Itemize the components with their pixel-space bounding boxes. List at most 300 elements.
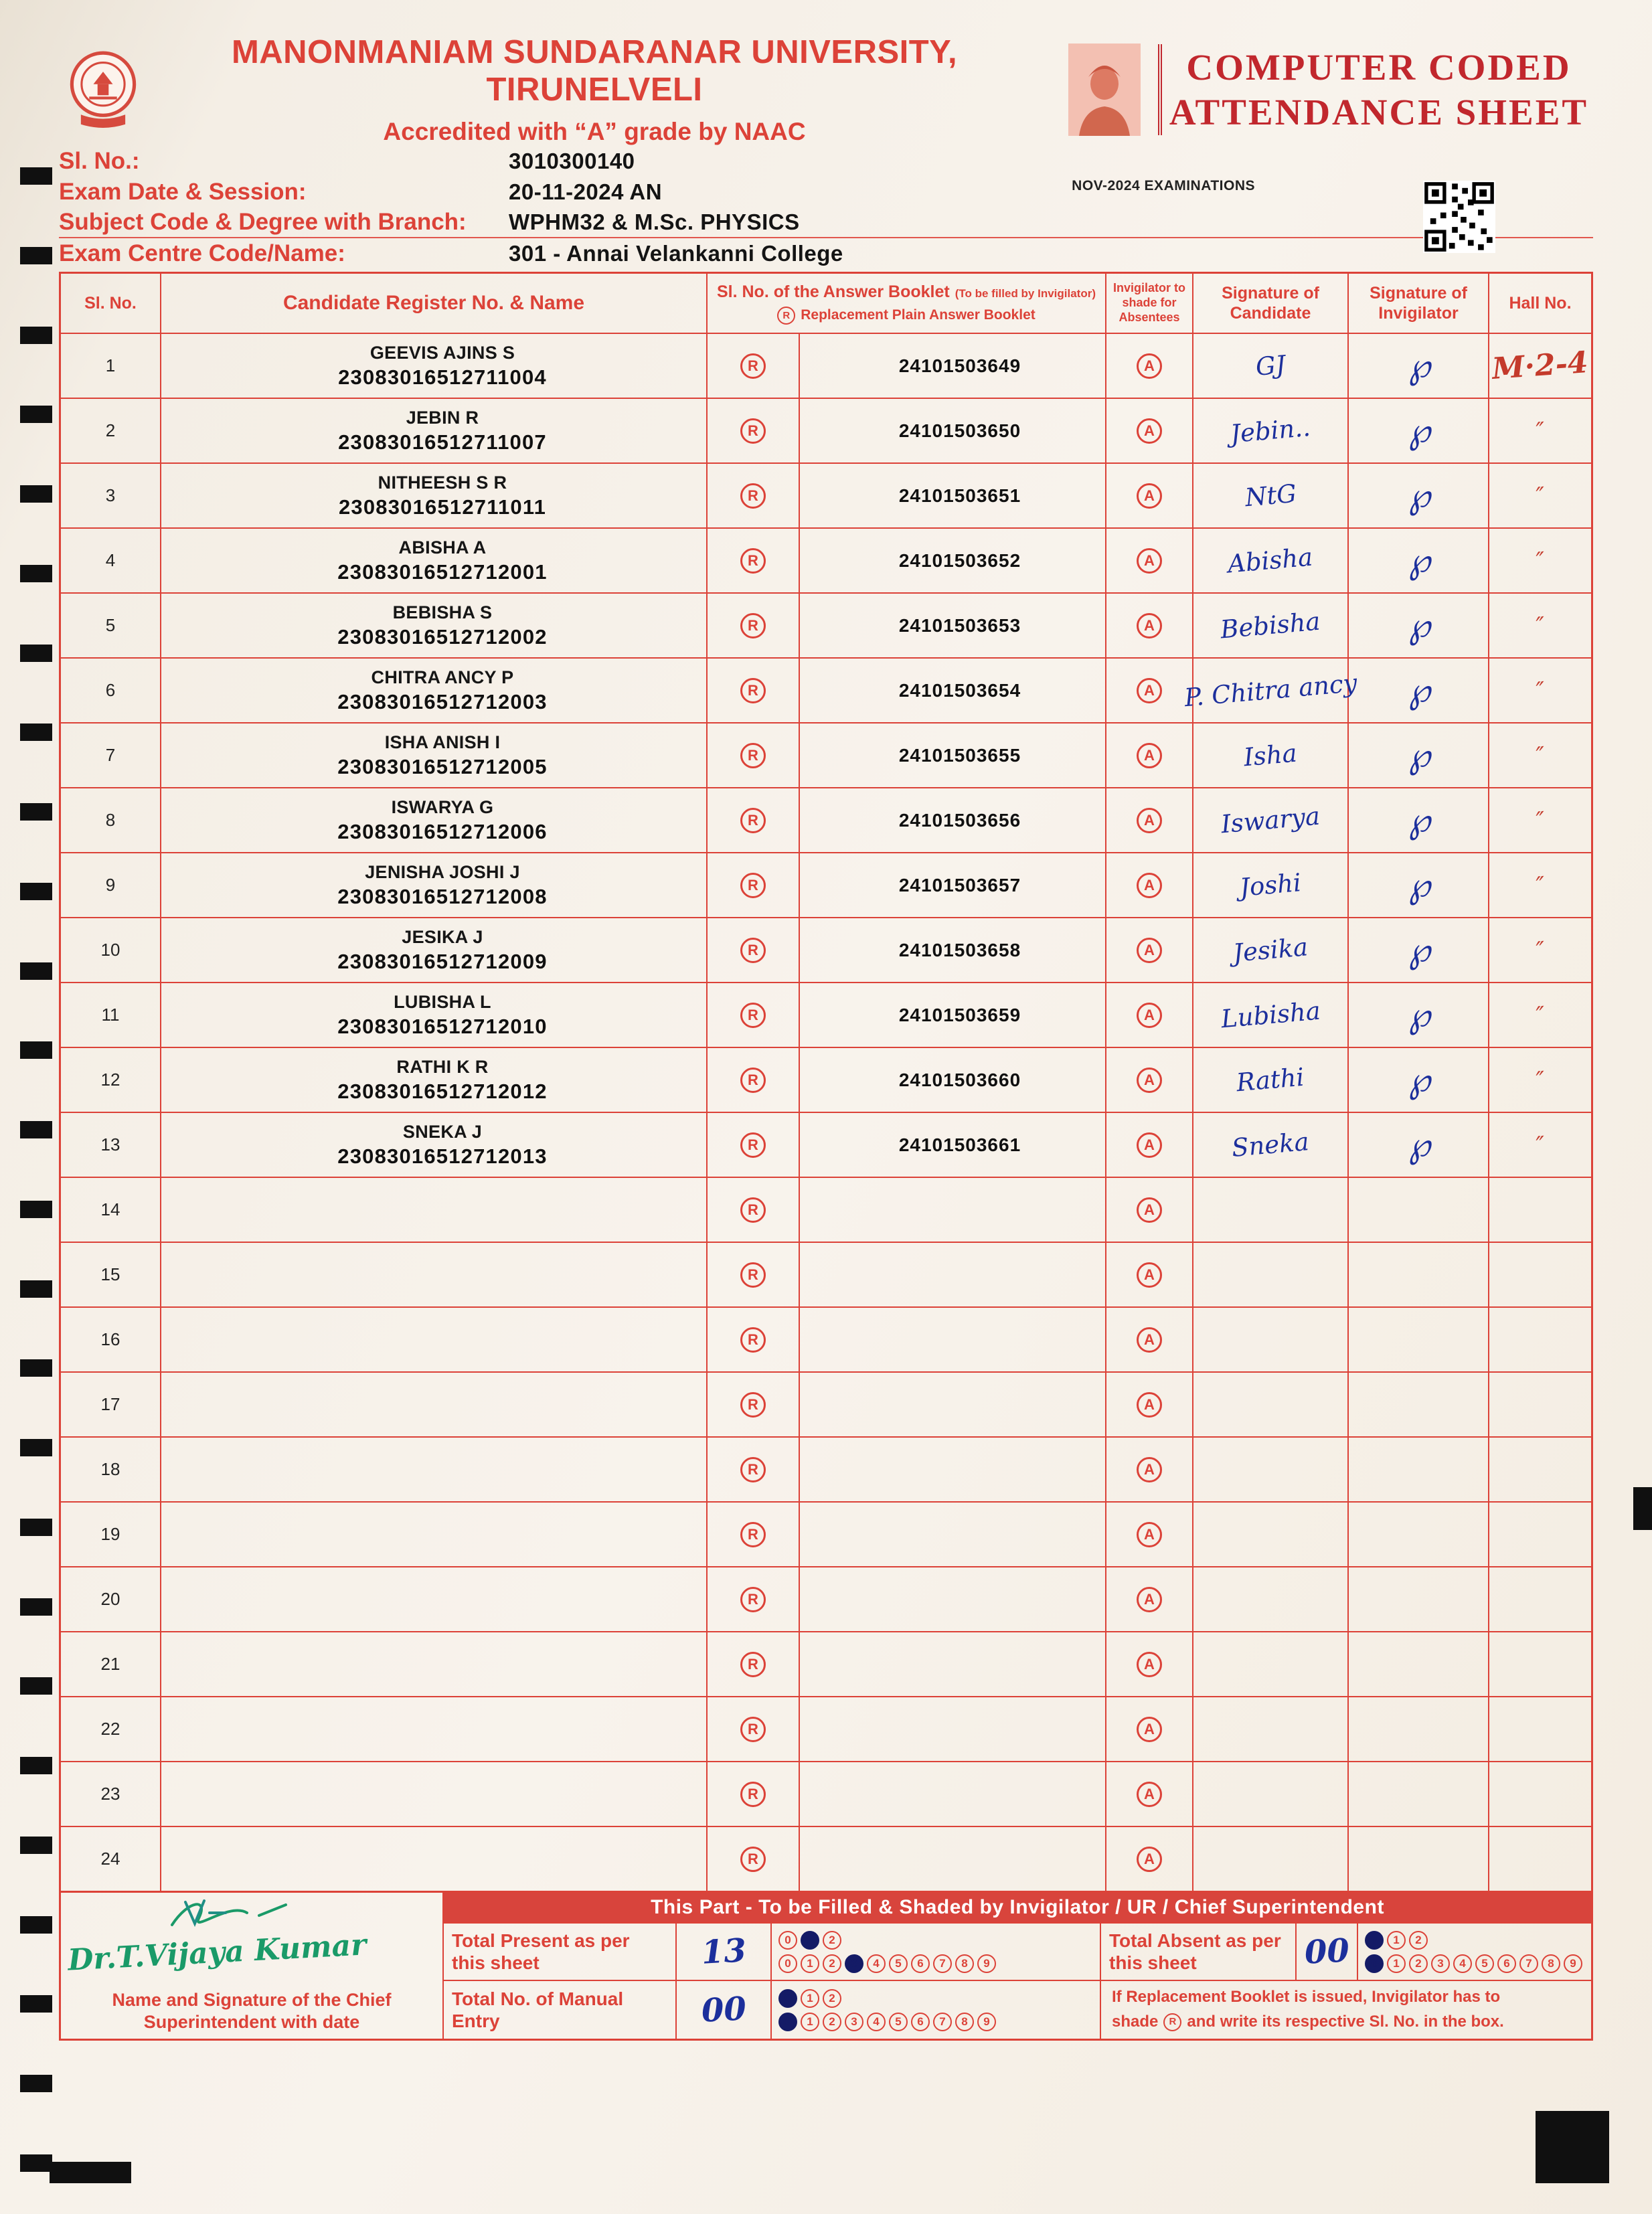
candidate-signature-text: Abisha [1226,542,1315,579]
shade-bubble-1[interactable]: 1 [1387,1931,1406,1950]
replacement-shade-cell[interactable] [708,1826,800,1891]
hall-number-text: ″ [1535,1066,1546,1094]
replacement-shade-cell[interactable] [708,1306,800,1371]
replacement-shade-cell[interactable] [708,1371,800,1436]
circled-R-icon[interactable]: R [740,353,766,379]
university-name: MANONMANIAM SUNDARANAR UNIVERSITY, TIRUNELVELI [231,34,958,108]
absent-shade-cell[interactable] [1106,1696,1193,1761]
circled-A-icon[interactable]: A [1137,1392,1162,1418]
invigilator-signature-cell[interactable] [1349,657,1489,722]
hall-number-cell[interactable] [1489,1177,1591,1242]
booklet-number-cell[interactable] [800,1242,1106,1306]
shade-bubble-8[interactable]: 8 [1542,1954,1560,1973]
circled-A-icon[interactable]: A [1137,938,1162,963]
booklet-number-cell[interactable]: 24101503654 [800,657,1106,722]
invigilator-signature-cell[interactable] [1349,1631,1489,1696]
candidate-signature-cell[interactable] [1193,462,1349,527]
booklet-number-cell[interactable]: 24101503660 [800,1047,1106,1112]
hall-number-text: ″ [1535,936,1546,964]
timing-mark [20,962,52,980]
table-row [61,1696,1591,1761]
absent-shade-cell[interactable] [1106,1306,1193,1371]
circled-R-icon[interactable]: R [740,1587,766,1612]
absent-shade-cell[interactable] [1106,1047,1193,1112]
replacement-note-pre: shade [1112,2013,1159,2031]
total-absent-box[interactable] [1297,1922,1358,1980]
invigilator-signature-cell[interactable] [1349,462,1489,527]
booklet-number-cell[interactable] [800,1371,1106,1436]
circled-R-icon[interactable]: R [740,1847,766,1872]
hall-number-cell[interactable] [1489,852,1591,917]
hall-number-text: M·2-4 [1491,345,1590,386]
absent-shade-cell[interactable] [1106,1371,1193,1436]
absent-shade-cell[interactable] [1106,982,1193,1047]
circled-R-icon[interactable]: R [740,938,766,963]
hall-number-cell[interactable] [1489,462,1591,527]
booklet-number-cell[interactable]: 24101503650 [800,398,1106,462]
circled-A-icon[interactable]: A [1137,1717,1162,1742]
candidate-signature-cell[interactable] [1193,1242,1349,1306]
hall-number-cell[interactable] [1489,1242,1591,1306]
table-row [61,527,1591,592]
candidate-signature-cell[interactable] [1193,527,1349,592]
table-row [61,982,1591,1047]
candidate-signature-cell[interactable] [1193,1501,1349,1566]
replacement-shade-cell[interactable] [708,1112,800,1177]
booklet-number-cell[interactable]: 24101503659 [800,982,1106,1047]
attendance-table [59,272,1593,1893]
candidate-cell [161,1696,708,1761]
invigilator-signature-cell[interactable] [1349,592,1489,657]
circled-R-icon[interactable]: R [740,1132,766,1158]
booklet-number-cell[interactable] [800,1306,1106,1371]
row-serial: 23 [61,1761,161,1826]
replacement-shade-cell[interactable] [708,982,800,1047]
timing-mark [20,406,52,423]
invigilator-signature-cell[interactable] [1349,1501,1489,1566]
circled-A-icon[interactable]: A [1137,418,1162,444]
row-serial: 7 [61,722,161,787]
qr-code [1423,181,1495,253]
table-row [61,1826,1591,1891]
shade-bubble-4[interactable]: 4 [867,2013,886,2031]
invigilator-signature-cell[interactable] [1349,1112,1489,1177]
shade-bubble-2[interactable]: 2 [823,1989,841,2008]
shade-bubble-9[interactable]: 9 [977,2013,996,2031]
candidate-signature-text: Isha [1242,738,1299,772]
circled-R-icon[interactable]: R [740,1068,766,1093]
candidate-signature-cell[interactable] [1193,982,1349,1047]
invigilator-signature-cell[interactable] [1349,722,1489,787]
absent-shade-cell[interactable] [1106,527,1193,592]
circled-R-icon[interactable]: R [740,1652,766,1677]
circled-R-icon[interactable]: R [740,678,766,703]
circled-R-icon[interactable]: R [740,1262,766,1288]
circled-A-icon[interactable]: A [1137,1457,1162,1482]
shade-bubble-2[interactable]: 2 [1409,1931,1428,1950]
absent-shade-cell[interactable] [1106,1826,1193,1891]
absent-shade-cell[interactable] [1106,1761,1193,1826]
timing-mark [20,1359,52,1377]
candidate-signature-cell[interactable] [1193,1371,1349,1436]
invigilator-signature-cell[interactable] [1349,1696,1489,1761]
circled-A-icon[interactable]: A [1137,1132,1162,1158]
replacement-shade-cell[interactable] [708,852,800,917]
replacement-shade-cell[interactable] [708,657,800,722]
circled-A-icon[interactable]: A [1137,1327,1162,1353]
circled-A-icon[interactable]: A [1137,808,1162,833]
timing-mark [20,1439,52,1456]
date-value: 20-11-2024 AN [509,179,663,204]
circled-A-icon[interactable]: A [1137,1197,1162,1223]
candidate-regno: 23083016512712010 [337,1014,548,1038]
candidate-signature-cell[interactable] [1193,1112,1349,1177]
shade-bubble-3[interactable]: 3 [1431,1954,1450,1973]
shade-bubble-7[interactable]: 7 [1519,1954,1538,1973]
hall-number-cell[interactable] [1489,1501,1591,1566]
shade-bubble-5[interactable]: 5 [889,1954,908,1973]
invigilator-signature-cell[interactable] [1349,917,1489,982]
booklet-number-cell[interactable]: 24101503656 [800,787,1106,852]
candidate-regno: 23083016512712002 [337,624,548,649]
shade-bubble-8[interactable]: 8 [955,1954,974,1973]
row-serial: 14 [61,1177,161,1242]
shade-bubble-6[interactable]: 6 [911,1954,930,1973]
exam-info-block [59,146,1593,269]
circled-A-icon[interactable]: A [1137,743,1162,768]
replacement-shade-cell[interactable] [708,1501,800,1566]
hall-number-cell[interactable] [1489,1436,1591,1501]
hall-number-cell[interactable] [1489,1112,1591,1177]
circled-R-icon[interactable]: R [740,1003,766,1028]
candidate-signature-cell[interactable] [1183,657,1358,722]
booklet-number-cell[interactable] [800,1436,1106,1501]
booklet-number-cell[interactable]: 24101503657 [800,852,1106,917]
shade-bubble-0[interactable]: 0 [1365,1954,1384,1973]
circled-A-icon[interactable]: A [1137,483,1162,509]
shade-bubble-2[interactable]: 2 [823,1954,841,1973]
replacement-shade-cell[interactable] [708,1566,800,1631]
candidate-signature-cell[interactable] [1193,1177,1349,1242]
candidate-signature-cell[interactable] [1193,592,1349,657]
table-row [61,1436,1591,1501]
invigilator-signature-cell[interactable] [1349,333,1489,398]
circled-A-icon[interactable]: A [1137,1522,1162,1547]
shade-bubble-4[interactable]: 4 [1453,1954,1472,1973]
booklet-number-cell[interactable] [800,1177,1106,1242]
shade-bubble-7[interactable]: 7 [933,2013,952,2031]
absent-shade-cell[interactable] [1106,917,1193,982]
booklet-number-cell[interactable]: 24101503651 [800,462,1106,527]
hall-number-cell[interactable] [1489,527,1591,592]
circled-A-icon[interactable]: A [1137,1262,1162,1288]
circled-A-icon[interactable]: A [1137,1003,1162,1028]
invigilator-signature-cell[interactable] [1349,1761,1489,1826]
booklet-number-cell[interactable]: 24101503661 [800,1112,1106,1177]
hall-number-cell[interactable] [1489,1761,1591,1826]
invigilator-signature-text: ℘ [1404,475,1433,517]
circled-R-icon[interactable]: R [740,1522,766,1547]
candidate-signature-cell[interactable] [1193,1826,1349,1891]
shade-bubble-6[interactable]: 6 [911,2013,930,2031]
hall-number-cell[interactable] [1489,722,1591,787]
hall-number-cell[interactable] [1489,1631,1591,1696]
shade-bubble-5[interactable]: 5 [1475,1954,1494,1973]
booklet-number-cell[interactable]: 24101503649 [800,333,1106,398]
table-row [61,398,1591,462]
row-serial: 24 [61,1826,161,1891]
row-serial: 3 [61,462,161,527]
invigilator-signature-cell[interactable] [1349,787,1489,852]
hall-number-cell[interactable] [1489,982,1591,1047]
absent-shade-cell[interactable] [1106,1177,1193,1242]
absent-shade-cell[interactable] [1106,1501,1193,1566]
replacement-shade-cell[interactable] [708,333,800,398]
timing-mark [20,883,52,900]
shade-bubble-0[interactable]: 0 [778,2013,797,2031]
invigilator-signature-cell[interactable] [1349,1371,1489,1436]
absent-shade-cell[interactable] [1106,592,1193,657]
invigilator-signature-cell[interactable] [1349,398,1489,462]
timing-mark [20,565,52,582]
invigilator-signature-cell[interactable] [1349,982,1489,1047]
hall-number-cell[interactable] [1489,657,1591,722]
invigilator-signature-cell[interactable] [1349,852,1489,917]
hall-number-cell[interactable] [1489,333,1591,398]
booklet-number-cell[interactable] [800,1826,1106,1891]
absent-shade-cell[interactable] [1106,1242,1193,1306]
shade-bubble-1[interactable]: 1 [801,2013,819,2031]
candidate-cell [161,333,708,398]
hall-number-text: ″ [1535,482,1546,509]
hall-number-cell[interactable] [1489,1371,1591,1436]
circled-A-icon[interactable]: A [1137,1782,1162,1807]
circled-R-icon[interactable]: R [740,1392,766,1418]
invigilator-signature-cell[interactable] [1349,1306,1489,1371]
circled-A-icon[interactable]: A [1137,613,1162,638]
shade-bubble-9[interactable]: 9 [1564,1954,1582,1973]
candidate-cell [161,398,708,462]
circled-R-icon[interactable]: R [740,873,766,898]
shade-bubble-9[interactable]: 9 [977,1954,996,1973]
total-present-box[interactable] [677,1922,772,1980]
candidate-name: JESIKA J [402,926,483,947]
absent-shade-cell[interactable] [1106,1112,1193,1177]
replacement-shade-cell[interactable] [708,722,800,787]
hall-number-text: ″ [1535,677,1546,704]
shade-bubble-0[interactable]: 0 [1365,1931,1384,1950]
booklet-number-cell[interactable] [800,1696,1106,1761]
hall-number-cell[interactable] [1489,1566,1591,1631]
candidate-signature-cell[interactable] [1193,722,1349,787]
candidate-signature-cell[interactable] [1193,787,1349,852]
invigilator-signature-cell[interactable] [1349,1436,1489,1501]
invigilator-signature-cell[interactable] [1349,1566,1489,1631]
manual-entry-value: 00 [700,1990,747,2030]
invigilator-signature-cell[interactable] [1349,1177,1489,1242]
candidate-name: ISWARYA G [391,796,494,817]
candidate-signature-cell[interactable] [1193,398,1349,462]
hall-number-cell[interactable] [1489,592,1591,657]
circled-A-icon[interactable]: A [1137,1587,1162,1612]
table-row [61,1047,1591,1112]
booklet-number-cell[interactable]: 24101503655 [800,722,1106,787]
replacement-shade-cell[interactable] [708,1436,800,1501]
shade-bubble-7[interactable]: 7 [933,1954,952,1973]
table-body [61,333,1591,1891]
circled-R-icon[interactable]: R [740,483,766,509]
circled-A-icon[interactable]: A [1137,873,1162,898]
candidate-name: JEBIN R [406,407,479,428]
shade-bubble-4[interactable]: 4 [867,1954,886,1973]
hall-number-cell[interactable] [1489,1696,1591,1761]
shade-bubble-1[interactable]: 1 [801,1931,819,1950]
circled-R-icon[interactable]: R [740,418,766,444]
replacement-shade-cell[interactable] [708,1047,800,1112]
hall-number-cell[interactable] [1489,917,1591,982]
absent-shade-cell[interactable] [1106,657,1193,722]
candidate-regno: 23083016512712006 [337,819,548,843]
hall-number-cell[interactable] [1489,1826,1591,1891]
absent-shade-cell[interactable] [1106,1436,1193,1501]
booklet-number-cell[interactable] [800,1631,1106,1696]
hall-number-text: ″ [1535,742,1546,769]
shade-bubble-3[interactable]: 3 [845,1954,863,1973]
circled-A-icon[interactable]: A [1137,1068,1162,1093]
candidate-signature-cell[interactable] [1193,1696,1349,1761]
row-serial: 2 [61,398,161,462]
manual-entry-box[interactable] [677,1980,772,2039]
circled-A-icon[interactable]: A [1137,548,1162,574]
shade-bubble-1[interactable]: 1 [801,1989,819,2008]
table-row [61,1761,1591,1826]
circled-A-icon[interactable]: A [1137,1847,1162,1872]
timing-mark [20,1995,52,2013]
candidate-signature-cell[interactable] [1193,852,1349,917]
replacement-shade-cell[interactable] [708,917,800,982]
circled-R-icon[interactable]: R [740,1782,766,1807]
candidate-cell [161,1306,708,1371]
circled-R-icon[interactable]: R [740,1457,766,1482]
booklet-number-cell[interactable]: 24101503653 [800,592,1106,657]
absent-shade-cell[interactable] [1106,787,1193,852]
superintendent-signature[interactable]: Dr.T.Vijaya Kumar [66,1928,367,1978]
candidate-cell [161,462,708,527]
candidate-regno: 23083016512712009 [337,949,548,973]
invigilator-signature-cell[interactable] [1349,1047,1489,1112]
replacement-shade-cell[interactable] [708,1242,800,1306]
replacement-shade-cell[interactable] [708,527,800,592]
manual-entry-bubbles [772,1980,1101,2039]
circled-R-icon[interactable]: R [740,743,766,768]
replacement-shade-cell[interactable] [708,1177,800,1242]
candidate-signature-cell[interactable] [1193,917,1349,982]
replacement-shade-cell[interactable] [708,592,800,657]
info-row-date [59,177,1593,207]
circled-R-icon[interactable]: R [740,1327,766,1353]
header-divider [1158,44,1162,135]
absent-shade-cell[interactable] [1106,1566,1193,1631]
absent-shade-cell[interactable] [1106,852,1193,917]
shade-bubble-3[interactable]: 3 [845,2013,863,2031]
circled-R-icon[interactable]: R [740,1717,766,1742]
booklet-number-cell[interactable]: 24101503658 [800,917,1106,982]
shade-bubble-8[interactable]: 8 [955,2013,974,2031]
candidate-signature-cell[interactable] [1193,333,1349,398]
replacement-shade-cell[interactable] [708,462,800,527]
hall-number-cell[interactable] [1489,787,1591,852]
candidate-signature-text: Iswarya [1220,801,1321,839]
circled-A-icon[interactable]: A [1137,1652,1162,1677]
absent-shade-cell[interactable] [1106,398,1193,462]
shade-bubble-5[interactable]: 5 [889,2013,908,2031]
invigilator-signature-cell[interactable] [1349,1826,1489,1891]
total-absent-label-cell [1101,1922,1297,1980]
shade-bubble-0[interactable]: 0 [778,1954,797,1973]
replacement-shade-cell[interactable] [708,1631,800,1696]
registration-mark-bottom-left [50,2162,131,2183]
timing-mark [20,485,52,503]
shade-bubble-6[interactable]: 6 [1497,1954,1516,1973]
candidate-signature-cell[interactable] [1193,1566,1349,1631]
invigilator-signature-cell[interactable] [1349,527,1489,592]
timing-mark [20,1121,52,1138]
replacement-shade-cell[interactable] [708,1696,800,1761]
candidate-signature-cell[interactable] [1193,1761,1349,1826]
shade-bubble-0[interactable]: 0 [778,1989,797,2008]
candidate-regno: 23083016512712003 [337,689,548,713]
replacement-shade-cell[interactable] [708,398,800,462]
timing-mark [20,1519,52,1536]
candidate-cell [161,917,708,982]
session-note: NOV-2024 EXAMINATIONS [1072,178,1255,193]
absent-shade-cell[interactable] [1106,462,1193,527]
hall-number-cell[interactable] [1489,398,1591,462]
absent-shade-cell[interactable] [1106,1631,1193,1696]
booklet-number-cell[interactable]: 24101503652 [800,527,1106,592]
candidate-signature-cell[interactable] [1193,1631,1349,1696]
invigilator-signature-cell[interactable] [1349,1242,1489,1306]
circled-A-icon[interactable]: A [1137,678,1162,703]
absent-shade-cell[interactable] [1106,722,1193,787]
shade-bubble-2[interactable]: 2 [823,1931,841,1950]
shade-bubble-0[interactable]: 0 [778,1931,797,1950]
circled-A-icon[interactable]: A [1137,353,1162,379]
replacement-shade-cell[interactable] [708,787,800,852]
circled-R-icon[interactable]: R [740,1197,766,1223]
absent-shade-cell[interactable] [1106,333,1193,398]
candidate-signature-cell[interactable] [1193,1306,1349,1371]
booklet-number-cell[interactable] [800,1761,1106,1826]
timing-mark [20,645,52,662]
candidate-signature-cell[interactable] [1193,1436,1349,1501]
circled-R-icon[interactable]: R [740,548,766,574]
replacement-shade-cell[interactable] [708,1761,800,1826]
hall-number-cell[interactable] [1489,1047,1591,1112]
booklet-number-cell[interactable] [800,1566,1106,1631]
shade-bubble-2[interactable]: 2 [1409,1954,1428,1973]
candidate-signature-cell[interactable] [1193,1047,1349,1112]
shade-bubble-1[interactable]: 1 [1387,1954,1406,1973]
circled-R-icon[interactable]: R [740,808,766,833]
booklet-number-cell[interactable] [800,1501,1106,1566]
circled-R-icon[interactable]: R [740,613,766,638]
booklet-header-replacement: Replacement Plain Answer Booklet [801,307,1036,323]
shade-bubble-2[interactable]: 2 [823,2013,841,2031]
hall-number-cell[interactable] [1489,1306,1591,1371]
shade-bubble-1[interactable]: 1 [801,1954,819,1973]
col-header-invigilator-signature: Signature of Invigilator [1349,274,1489,333]
